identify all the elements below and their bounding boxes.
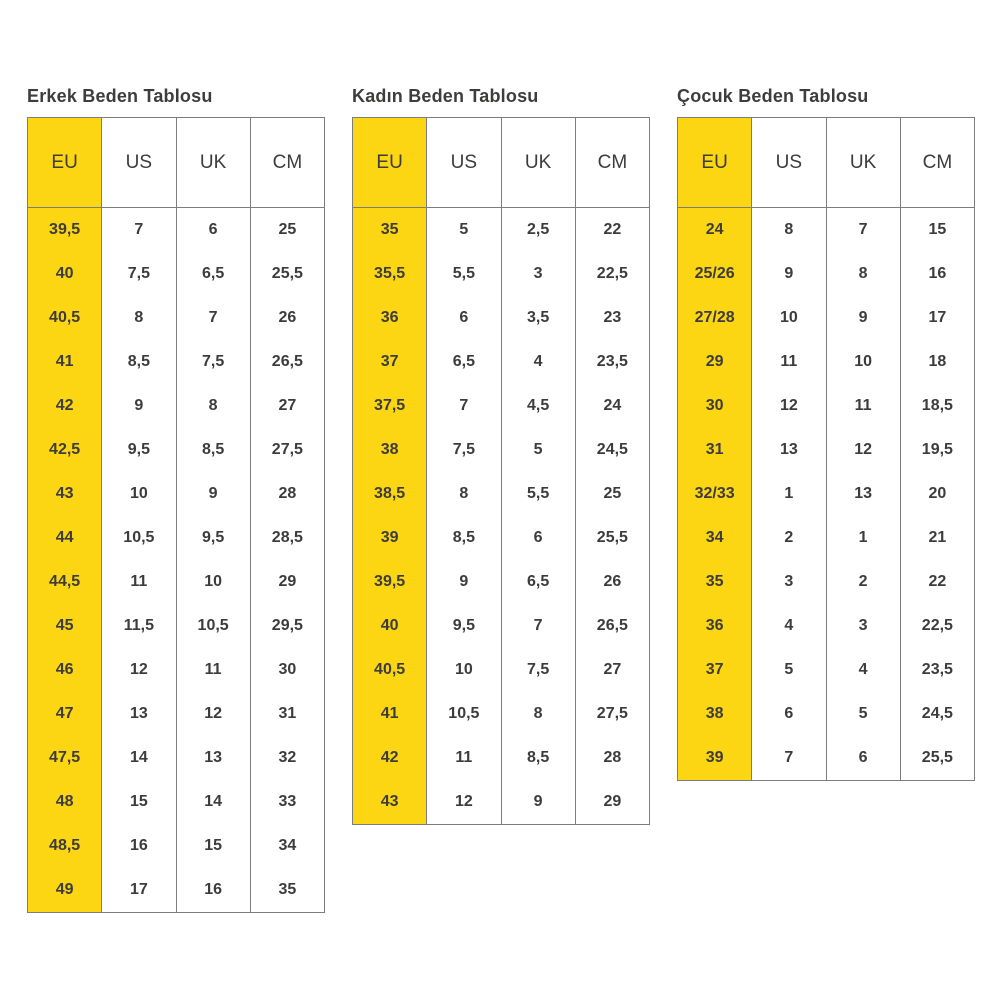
size-cell: 17 — [900, 296, 974, 340]
size-cell: 4 — [826, 648, 900, 692]
eu-size-cell: 43 — [353, 780, 427, 825]
size-cell: 29,5 — [250, 604, 324, 648]
size-cell: 6 — [826, 736, 900, 781]
size-row — [353, 648, 650, 692]
size-cell: 8 — [826, 252, 900, 296]
size-cell: 25,5 — [900, 736, 974, 781]
eu-size-cell: 42 — [353, 736, 427, 780]
size-row — [28, 516, 325, 560]
size-cell: 9 — [176, 472, 250, 516]
size-cell: 27 — [250, 384, 324, 428]
size-cell: 2 — [826, 560, 900, 604]
eu-size-cell: 44 — [28, 516, 102, 560]
size-row — [353, 472, 650, 516]
size-cell: 8 — [427, 472, 501, 516]
size-cell: 12 — [826, 428, 900, 472]
men-table-title: Erkek Beden Tablosu — [27, 86, 213, 106]
size-cell: 8 — [501, 692, 575, 736]
size-cell: 7,5 — [427, 428, 501, 472]
size-cell: 16 — [176, 868, 250, 913]
men-size-table — [27, 117, 325, 913]
size-cell: 5 — [752, 648, 826, 692]
size-cell: 14 — [102, 736, 176, 780]
size-cell: 6 — [427, 296, 501, 340]
size-cell: 4 — [752, 604, 826, 648]
women-table-title: Kadın Beden Tablosu — [352, 86, 539, 106]
size-cell: 6,5 — [501, 560, 575, 604]
eu-size-cell: 39,5 — [28, 208, 102, 253]
eu-size-cell: 46 — [28, 648, 102, 692]
size-cell: 2 — [752, 516, 826, 560]
size-cell: 6 — [752, 692, 826, 736]
eu-size-cell: 45 — [28, 604, 102, 648]
eu-size-cell: 27/28 — [678, 296, 752, 340]
size-cell: 28 — [250, 472, 324, 516]
size-cell: 28,5 — [250, 516, 324, 560]
size-row — [353, 780, 650, 825]
size-cell: 12 — [752, 384, 826, 428]
size-cell: 12 — [427, 780, 501, 825]
header-row — [28, 118, 325, 208]
size-cell: 6 — [501, 516, 575, 560]
size-row — [28, 648, 325, 692]
eu-size-cell: 48 — [28, 780, 102, 824]
eu-size-cell: 24 — [678, 208, 752, 253]
size-cell: 10,5 — [102, 516, 176, 560]
size-cell: 27,5 — [250, 428, 324, 472]
eu-size-cell: 38 — [353, 428, 427, 472]
size-row — [353, 516, 650, 560]
size-row — [353, 208, 650, 253]
size-cell: 22 — [900, 560, 974, 604]
size-cell: 7 — [752, 736, 826, 781]
size-cell: 23,5 — [900, 648, 974, 692]
size-cell: 17 — [102, 868, 176, 913]
eu-size-cell: 42 — [28, 384, 102, 428]
size-row — [678, 296, 975, 340]
size-cell: 10 — [752, 296, 826, 340]
column-header-cm: CM — [900, 118, 974, 208]
kids-table-title: Çocuk Beden Tablosu — [677, 86, 869, 106]
size-cell: 25 — [250, 208, 324, 253]
column-header-us: US — [427, 118, 501, 208]
size-row — [678, 516, 975, 560]
men-size-table-section — [27, 86, 325, 913]
size-cell: 15 — [102, 780, 176, 824]
eu-size-cell: 25/26 — [678, 252, 752, 296]
size-row — [353, 604, 650, 648]
size-cell: 30 — [250, 648, 324, 692]
column-header-eu: EU — [678, 118, 752, 208]
size-cell: 9,5 — [102, 428, 176, 472]
size-cell: 5,5 — [427, 252, 501, 296]
eu-size-cell: 41 — [28, 340, 102, 384]
size-row — [28, 472, 325, 516]
column-header-cm: CM — [575, 118, 649, 208]
size-cell: 5 — [501, 428, 575, 472]
size-row — [353, 428, 650, 472]
size-cell: 2,5 — [501, 208, 575, 253]
size-cell: 23,5 — [575, 340, 649, 384]
eu-size-cell: 32/33 — [678, 472, 752, 516]
size-cell: 32 — [250, 736, 324, 780]
size-cell: 24,5 — [575, 428, 649, 472]
size-cell: 12 — [102, 648, 176, 692]
size-cell: 33 — [250, 780, 324, 824]
size-cell: 7 — [427, 384, 501, 428]
size-cell: 15 — [900, 208, 974, 253]
header-row — [353, 118, 650, 208]
size-cell: 29 — [575, 780, 649, 825]
eu-size-cell: 47,5 — [28, 736, 102, 780]
size-cell: 26,5 — [250, 340, 324, 384]
size-cell: 7 — [826, 208, 900, 253]
size-cell: 7 — [176, 296, 250, 340]
size-cell: 8,5 — [176, 428, 250, 472]
size-row — [353, 340, 650, 384]
eu-size-cell: 39 — [353, 516, 427, 560]
size-cell: 26,5 — [575, 604, 649, 648]
size-cell: 8 — [176, 384, 250, 428]
size-cell: 23 — [575, 296, 649, 340]
size-cell: 8 — [752, 208, 826, 253]
column-header-eu: EU — [353, 118, 427, 208]
size-cell: 5,5 — [501, 472, 575, 516]
size-cell: 26 — [250, 296, 324, 340]
size-cell: 28 — [575, 736, 649, 780]
size-cell: 22,5 — [575, 252, 649, 296]
size-cell: 11 — [427, 736, 501, 780]
eu-size-cell: 48,5 — [28, 824, 102, 868]
size-cell: 3 — [752, 560, 826, 604]
size-cell: 27 — [575, 648, 649, 692]
column-header-cm: CM — [250, 118, 324, 208]
eu-size-cell: 49 — [28, 868, 102, 913]
eu-size-cell: 31 — [678, 428, 752, 472]
column-header-us: US — [752, 118, 826, 208]
column-header-uk: UK — [826, 118, 900, 208]
size-cell: 9 — [427, 560, 501, 604]
size-row — [678, 428, 975, 472]
header-row — [678, 118, 975, 208]
eu-size-cell: 42,5 — [28, 428, 102, 472]
size-row — [678, 384, 975, 428]
size-cell: 25,5 — [250, 252, 324, 296]
size-cell: 24 — [575, 384, 649, 428]
size-row — [678, 692, 975, 736]
size-cell: 6,5 — [427, 340, 501, 384]
size-row — [678, 340, 975, 384]
size-cell: 21 — [900, 516, 974, 560]
eu-size-cell: 36 — [678, 604, 752, 648]
size-cell: 8,5 — [427, 516, 501, 560]
size-row — [28, 604, 325, 648]
column-header-eu: EU — [28, 118, 102, 208]
eu-size-cell: 36 — [353, 296, 427, 340]
size-row — [28, 428, 325, 472]
eu-size-cell: 40 — [353, 604, 427, 648]
size-cell: 6,5 — [176, 252, 250, 296]
size-cell: 3 — [501, 252, 575, 296]
size-row — [678, 252, 975, 296]
size-cell: 26 — [575, 560, 649, 604]
size-cell: 14 — [176, 780, 250, 824]
size-cell: 3 — [826, 604, 900, 648]
size-row — [28, 780, 325, 824]
size-cell: 9,5 — [427, 604, 501, 648]
eu-size-cell: 38,5 — [353, 472, 427, 516]
size-row — [28, 692, 325, 736]
size-row — [353, 296, 650, 340]
size-row — [353, 560, 650, 604]
size-cell: 22,5 — [900, 604, 974, 648]
size-cell: 15 — [176, 824, 250, 868]
size-cell: 9 — [826, 296, 900, 340]
size-cell: 29 — [250, 560, 324, 604]
size-cell: 9 — [102, 384, 176, 428]
size-cell: 11 — [752, 340, 826, 384]
eu-size-cell: 44,5 — [28, 560, 102, 604]
size-cell: 7,5 — [501, 648, 575, 692]
size-row — [28, 868, 325, 913]
size-row — [353, 736, 650, 780]
eu-size-cell: 35,5 — [353, 252, 427, 296]
eu-size-cell: 40 — [28, 252, 102, 296]
size-row — [678, 560, 975, 604]
size-cell: 25 — [575, 472, 649, 516]
size-cell: 7 — [501, 604, 575, 648]
size-cell: 16 — [900, 252, 974, 296]
size-row — [678, 472, 975, 516]
size-row — [28, 560, 325, 604]
size-cell: 4,5 — [501, 384, 575, 428]
eu-size-cell: 37,5 — [353, 384, 427, 428]
size-cell: 7,5 — [102, 252, 176, 296]
size-row — [28, 340, 325, 384]
size-cell: 8,5 — [501, 736, 575, 780]
eu-size-cell: 41 — [353, 692, 427, 736]
size-cell: 7,5 — [176, 340, 250, 384]
column-header-us: US — [102, 118, 176, 208]
size-cell: 8 — [102, 296, 176, 340]
column-header-uk: UK — [176, 118, 250, 208]
column-header-uk: UK — [501, 118, 575, 208]
size-cell: 18,5 — [900, 384, 974, 428]
eu-size-cell: 29 — [678, 340, 752, 384]
size-cell: 12 — [176, 692, 250, 736]
size-cell: 10 — [826, 340, 900, 384]
size-cell: 11 — [176, 648, 250, 692]
eu-size-cell: 38 — [678, 692, 752, 736]
size-cell: 11 — [102, 560, 176, 604]
eu-size-cell: 39 — [678, 736, 752, 781]
size-row — [353, 692, 650, 736]
size-cell: 11,5 — [102, 604, 176, 648]
size-cell: 10,5 — [427, 692, 501, 736]
size-cell: 10,5 — [176, 604, 250, 648]
size-cell: 18 — [900, 340, 974, 384]
size-cell: 8,5 — [102, 340, 176, 384]
eu-size-cell: 37 — [353, 340, 427, 384]
size-cell: 10 — [102, 472, 176, 516]
size-cell: 6 — [176, 208, 250, 253]
size-cell: 7 — [102, 208, 176, 253]
size-row — [28, 384, 325, 428]
size-cell: 13 — [826, 472, 900, 516]
size-cell: 27,5 — [575, 692, 649, 736]
size-cell: 13 — [102, 692, 176, 736]
size-cell: 11 — [826, 384, 900, 428]
size-cell: 13 — [176, 736, 250, 780]
eu-size-cell: 35 — [678, 560, 752, 604]
eu-size-cell: 39,5 — [353, 560, 427, 604]
size-cell: 9 — [501, 780, 575, 825]
size-cell: 3,5 — [501, 296, 575, 340]
size-cell: 31 — [250, 692, 324, 736]
size-cell: 35 — [250, 868, 324, 913]
size-cell: 4 — [501, 340, 575, 384]
size-cell: 5 — [427, 208, 501, 253]
eu-size-cell: 47 — [28, 692, 102, 736]
eu-size-cell: 40,5 — [28, 296, 102, 340]
eu-size-cell: 43 — [28, 472, 102, 516]
size-row — [678, 604, 975, 648]
size-row — [353, 384, 650, 428]
eu-size-cell: 35 — [353, 208, 427, 253]
size-row — [28, 208, 325, 253]
size-row — [28, 252, 325, 296]
size-row — [678, 208, 975, 253]
women-size-table — [352, 117, 650, 825]
size-cell: 24,5 — [900, 692, 974, 736]
size-cell: 9 — [752, 252, 826, 296]
size-cell: 16 — [102, 824, 176, 868]
size-cell: 22 — [575, 208, 649, 253]
size-cell: 25,5 — [575, 516, 649, 560]
kids-size-table — [677, 117, 975, 781]
women-size-table-section — [352, 86, 650, 825]
eu-size-cell: 37 — [678, 648, 752, 692]
size-row — [28, 296, 325, 340]
size-row — [353, 252, 650, 296]
kids-size-table-section — [677, 86, 975, 781]
eu-size-cell: 30 — [678, 384, 752, 428]
eu-size-cell: 34 — [678, 516, 752, 560]
size-cell: 10 — [176, 560, 250, 604]
size-cell: 1 — [752, 472, 826, 516]
eu-size-cell: 40,5 — [353, 648, 427, 692]
size-cell: 5 — [826, 692, 900, 736]
size-cell: 13 — [752, 428, 826, 472]
size-cell: 1 — [826, 516, 900, 560]
size-cell: 10 — [427, 648, 501, 692]
size-row — [678, 736, 975, 781]
size-cell: 20 — [900, 472, 974, 516]
size-cell: 9,5 — [176, 516, 250, 560]
size-cell: 34 — [250, 824, 324, 868]
size-row — [28, 824, 325, 868]
size-row — [678, 648, 975, 692]
size-cell: 19,5 — [900, 428, 974, 472]
size-row — [28, 736, 325, 780]
